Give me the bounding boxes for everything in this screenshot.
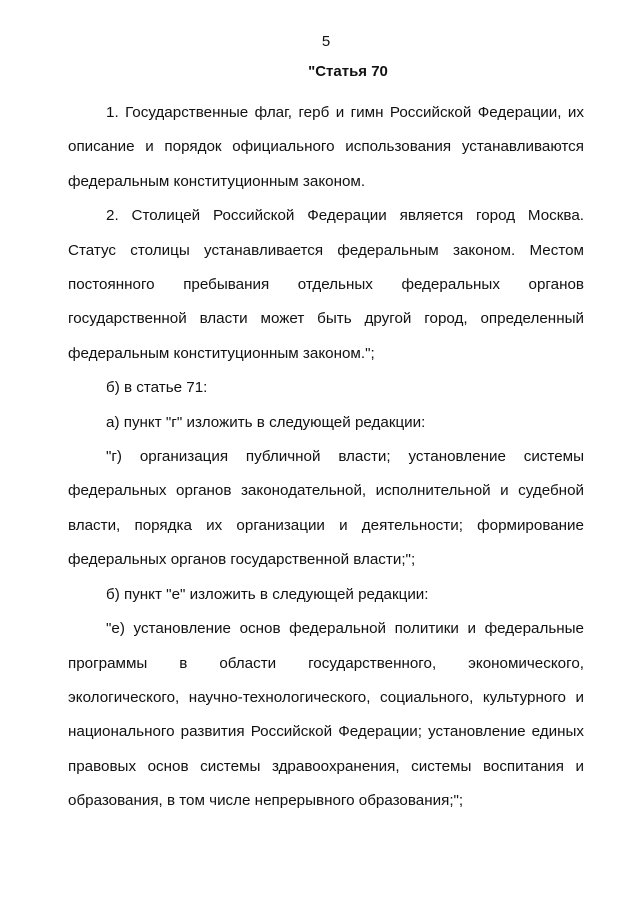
page-number: 5 bbox=[321, 33, 331, 50]
paragraph-7: "е) установление основ федеральной политики и федеральные программы в области государственного, экономического, экологического, научно-технологического, социального, культурного и национального развития Российской Федерации; установление единых правовых основ системы здравоохранения, системы воспитания и образования, в том числе непрерывного образования;"; bbox=[68, 620, 584, 810]
document-page bbox=[68, 0, 584, 905]
paragraph-5: "г) организация публичной власти; установление системы федеральных органов законодательной, исполнительной и судебной власти, порядка их организации и деятельности; формирование федеральных органов государственной власти;"; bbox=[68, 448, 584, 569]
paragraph-6: б) пункт "е" изложить в следующей редакции: bbox=[106, 585, 429, 603]
paragraph-3: б) в статье 71: bbox=[106, 379, 208, 397]
article-title: "Статья 70 bbox=[308, 63, 388, 80]
paragraph-1: 1. Государственные флаг, герб и гимн Российской Федерации, их описание и порядок официального использования устанавливаются федеральным конституционным законом. bbox=[68, 104, 584, 190]
paragraph-2: 2. Столицей Российской Федерации является город Москва. Статус столицы устанавливается федеральным законом. Местом постоянного пребывания отдельных федеральных органов государственной власти может быть другой город, определенный федеральным конституционным законом."; bbox=[68, 207, 584, 362]
paragraph-4: а) пункт "г" изложить в следующей редакции: bbox=[106, 413, 426, 431]
document-body bbox=[68, 96, 584, 819]
